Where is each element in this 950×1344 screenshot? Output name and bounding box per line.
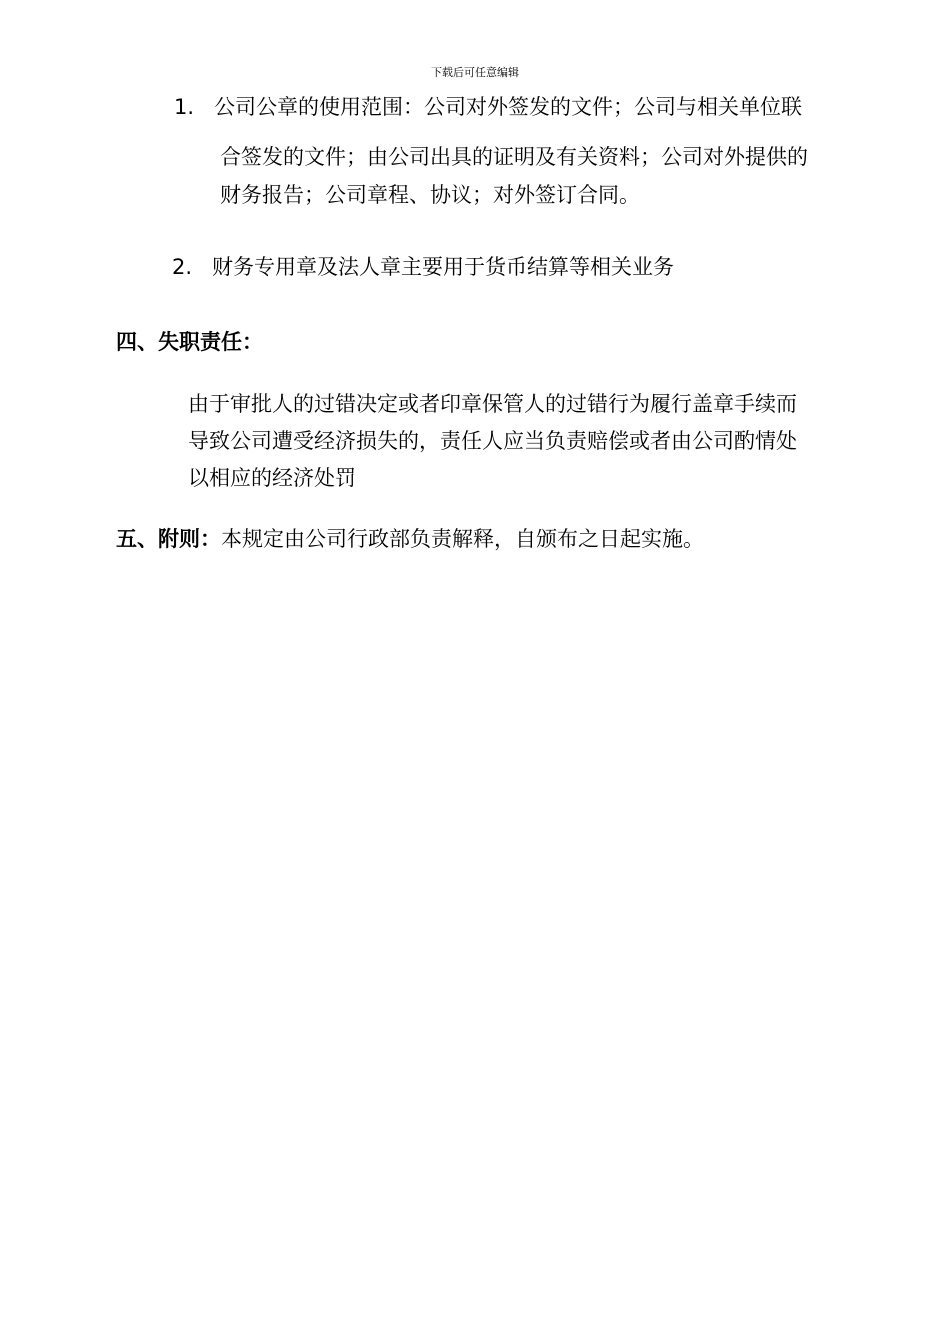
item-1-line-2: 合签发的文件；由公司出具的证明及有关资料；公司对外提供的 bbox=[220, 145, 808, 169]
item-2-line-1 bbox=[172, 252, 674, 282]
section-4-line-3: 以相应的经济处罚 bbox=[188, 466, 356, 490]
section-4-line-2: 导致公司遭受经济损失的，责任人应当负责赔偿或者由公司酌情处 bbox=[188, 429, 797, 453]
item-1-line-3: 财务报告；公司章程、协议；对外签订合同。 bbox=[220, 183, 640, 207]
item-1-number: 1. bbox=[174, 95, 195, 119]
header-note: 下载后可任意编辑 bbox=[431, 66, 519, 79]
item-2-text-1: 财务专用章及法人章主要用于货币结算等相关业务 bbox=[212, 255, 674, 279]
section-5-heading: 五、附则： bbox=[116, 527, 221, 551]
item-1-text-1: 公司公章的使用范围：公司对外签发的文件；公司与相关单位联 bbox=[214, 95, 802, 119]
section-4-line-1: 由于审批人的过错决定或者印章保管人的过错行为履行盖章手续而 bbox=[188, 392, 797, 416]
section-4-heading: 四、失职责任： bbox=[116, 330, 263, 354]
section-5-line bbox=[116, 524, 704, 554]
section-5-text: 本规定由公司行政部负责解释，自颁布之日起实施。 bbox=[221, 527, 704, 551]
item-2-number: 2. bbox=[172, 255, 193, 279]
item-1-line-1 bbox=[174, 92, 802, 122]
